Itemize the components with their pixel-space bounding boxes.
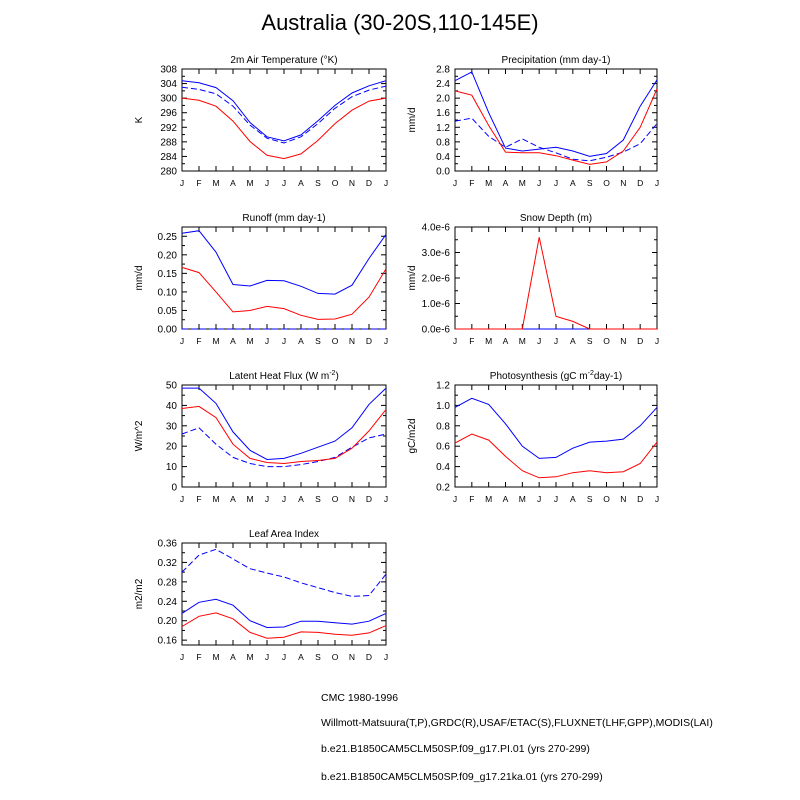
x-tick-label: D (365, 494, 373, 504)
x-tick-label: M (212, 178, 220, 188)
x-tick-label: S (586, 494, 593, 504)
x-tick-label: F (196, 178, 202, 188)
x-tick-label: J (383, 494, 389, 504)
x-tick-label: S (586, 178, 593, 188)
x-tick-label: F (469, 336, 475, 346)
panel-title: Precipitation (mm day-1) (501, 55, 611, 66)
y-tick-label: 10 (165, 462, 177, 474)
x-tick-label: F (196, 336, 202, 346)
x-tick-label: D (637, 494, 644, 504)
legend-label-pi: b.e21.B1850CAM5CLM50SP.f09_g17.PI.01 (yrs 270-299) (321, 743, 590, 755)
y-tick-label: 1.2 (436, 380, 450, 392)
legend-item-21ka (125, 771, 775, 787)
x-tick-label: N (348, 178, 356, 188)
y-tick-label: 0.05 (157, 305, 177, 317)
y-tick-label: 30 (165, 421, 177, 433)
y-tick-label: 50 (165, 380, 177, 392)
x-tick-label: O (331, 336, 339, 346)
y-tick-label: 0.10 (157, 287, 177, 299)
legend-label-obs: Willmott-Matsuura(T,P),GRDC(R),USAF/ETAC(S),FLUXNET(LHF,GPP),MODIS(LAI) (321, 717, 713, 729)
x-tick-label: J (654, 336, 660, 346)
y-tick-label: 2.0e-6 (421, 273, 450, 285)
x-tick-label: A (569, 178, 576, 188)
legend-label-cmc: CMC 1980-1996 (321, 692, 399, 704)
y-tick-label: 2.4 (436, 79, 450, 91)
x-tick-label: A (230, 336, 236, 346)
x-tick-label: J (281, 178, 287, 188)
x-tick-label: F (196, 652, 202, 662)
panel-title: Runoff (mm day-1) (242, 213, 326, 224)
x-tick-label: A (298, 494, 304, 504)
y-tick-label: 292 (160, 122, 177, 134)
y-tick-label: 4.0e-6 (421, 222, 450, 234)
y-tick-label: 2.8 (436, 64, 450, 76)
x-tick-label: J (654, 178, 660, 188)
x-tick-label: O (603, 494, 610, 504)
x-tick-label: A (502, 336, 509, 346)
x-tick-label: M (246, 178, 254, 188)
x-tick-label: O (331, 494, 339, 504)
y-axis-label: K (134, 116, 145, 124)
x-tick-label: S (586, 336, 593, 346)
y-axis-label: mm/d (407, 265, 418, 291)
y-tick-label: 0.16 (157, 635, 177, 647)
panel-title: Latent Heat Flux (W $m^{-2}$) (229, 370, 339, 382)
y-tick-label: 304 (160, 79, 177, 91)
x-tick-label: J (654, 494, 660, 504)
x-tick-label: A (502, 178, 509, 188)
x-tick-label: A (298, 652, 304, 662)
legend-item-obs (125, 717, 775, 733)
y-tick-label: 0.6 (436, 441, 450, 453)
x-tick-label: M (485, 336, 493, 346)
x-tick-label: J (537, 178, 542, 188)
x-tick-label: O (331, 652, 339, 662)
x-tick-label: J (264, 652, 270, 662)
y-tick-label: 300 (160, 93, 177, 105)
x-tick-label: M (485, 494, 493, 504)
y-tick-label: 0.24 (157, 596, 177, 608)
x-tick-label: D (637, 178, 644, 188)
panel-title: 2m Air Temperature (°K) (230, 55, 338, 66)
x-tick-label: J (383, 336, 389, 346)
x-tick-label: J (264, 178, 270, 188)
x-tick-label: N (348, 494, 356, 504)
y-axis-label: mm/d (407, 107, 418, 133)
x-tick-label: O (331, 178, 339, 188)
y-tick-label: 280 (160, 166, 177, 178)
y-tick-label: 20 (165, 441, 177, 453)
x-tick-label: F (469, 494, 475, 504)
y-tick-label: 284 (160, 151, 177, 163)
y-tick-label: 288 (160, 137, 177, 149)
y-tick-label: 0.00 (157, 324, 177, 336)
x-tick-label: O (603, 178, 610, 188)
x-tick-label: J (179, 336, 185, 346)
x-tick-label: J (452, 178, 458, 188)
y-tick-label: 0.0 (436, 166, 450, 178)
x-tick-label: J (537, 494, 542, 504)
x-tick-label: F (196, 494, 202, 504)
x-tick-label: A (502, 494, 509, 504)
x-tick-label: D (637, 336, 644, 346)
y-tick-label: 0.8 (436, 421, 450, 433)
y-axis-label: m2/m2 (134, 578, 145, 610)
x-tick-label: J (179, 178, 185, 188)
y-tick-label: 0.36 (157, 538, 177, 550)
x-tick-label: A (230, 178, 236, 188)
x-tick-label: A (230, 652, 236, 662)
x-tick-label: S (315, 336, 321, 346)
panel-title: Leaf Area Index (248, 529, 320, 540)
x-tick-label: F (469, 178, 475, 188)
x-tick-label: J (383, 178, 389, 188)
x-tick-label: J (383, 652, 389, 662)
x-tick-label: M (246, 652, 254, 662)
x-tick-label: J (553, 336, 559, 346)
x-tick-label: M (518, 178, 526, 188)
y-axis-label: W/m^2 (134, 420, 145, 452)
y-axis-label: gC/m2d (407, 418, 418, 454)
x-tick-label: N (348, 652, 356, 662)
legend-item-cmc (125, 692, 775, 708)
panel-title: Photosynthesis (gC $m^{-2}day-1$) (489, 370, 623, 382)
y-tick-label: 1.2 (436, 122, 450, 134)
x-tick-label: M (212, 652, 220, 662)
y-tick-label: 0.20 (157, 250, 177, 262)
y-tick-label: 0.28 (157, 577, 177, 589)
y-tick-label: 296 (160, 108, 177, 120)
x-tick-label: J (179, 652, 185, 662)
x-tick-label: D (365, 336, 373, 346)
x-tick-label: N (620, 494, 627, 504)
y-tick-label: 0.0e-6 (421, 324, 450, 336)
x-tick-label: J (281, 336, 287, 346)
y-tick-label: 1.0 (436, 400, 450, 412)
y-tick-label: 0.32 (157, 557, 177, 569)
y-axis-label: mm/d (134, 265, 145, 291)
x-tick-label: M (518, 494, 526, 504)
y-tick-label: 0.20 (157, 616, 177, 628)
y-tick-label: 0 (171, 482, 177, 494)
y-tick-label: 1.0e-6 (421, 299, 450, 310)
x-tick-label: J (264, 336, 270, 346)
x-tick-label: N (620, 336, 627, 346)
x-tick-label: M (518, 336, 526, 346)
x-tick-label: J (537, 336, 542, 346)
x-tick-label: S (315, 178, 321, 188)
x-tick-label: M (485, 178, 493, 188)
y-tick-label: 0.8 (436, 137, 450, 149)
y-tick-label: 0.2 (436, 482, 450, 494)
x-tick-label: A (569, 494, 576, 504)
y-tick-label: 1.6 (436, 108, 450, 120)
x-tick-label: M (246, 494, 254, 504)
x-tick-label: N (620, 178, 627, 188)
y-tick-label: 3.0e-6 (421, 248, 450, 259)
x-tick-label: D (365, 178, 373, 188)
x-tick-label: J (452, 494, 458, 504)
figure-title: Australia (30-20S,110-145E) (261, 10, 539, 35)
x-tick-label: A (298, 336, 304, 346)
y-tick-label: 0.4 (436, 462, 450, 474)
y-tick-label: 308 (160, 64, 177, 76)
legend-item-pi (125, 743, 775, 759)
y-tick-label: 40 (165, 400, 177, 412)
x-tick-label: J (179, 494, 185, 504)
x-tick-label: A (230, 494, 236, 504)
x-tick-label: A (298, 178, 304, 188)
y-tick-label: 2.0 (436, 93, 450, 105)
legend-label-21ka: b.e21.B1850CAM5CLM50SP.f09_g17.21ka.01 (yrs 270-299) (321, 771, 603, 783)
x-tick-label: N (348, 336, 356, 346)
x-tick-label: J (553, 178, 559, 188)
x-tick-label: J (553, 494, 559, 504)
x-tick-label: D (365, 652, 373, 662)
y-tick-label: 0.4 (436, 151, 450, 163)
x-tick-label: M (212, 336, 220, 346)
x-tick-label: J (452, 336, 458, 346)
y-tick-label: 0.25 (157, 231, 177, 243)
x-tick-label: S (315, 494, 321, 504)
y-tick-label: 0.15 (157, 268, 177, 280)
x-tick-label: J (281, 494, 287, 504)
x-tick-label: O (603, 336, 610, 346)
x-tick-label: A (569, 336, 576, 346)
x-tick-label: J (281, 652, 287, 662)
x-tick-label: M (212, 494, 220, 504)
x-tick-label: S (315, 652, 321, 662)
x-tick-label: J (264, 494, 270, 504)
x-tick-label: M (246, 336, 254, 346)
panel-title: Snow Depth (m) (519, 213, 593, 224)
